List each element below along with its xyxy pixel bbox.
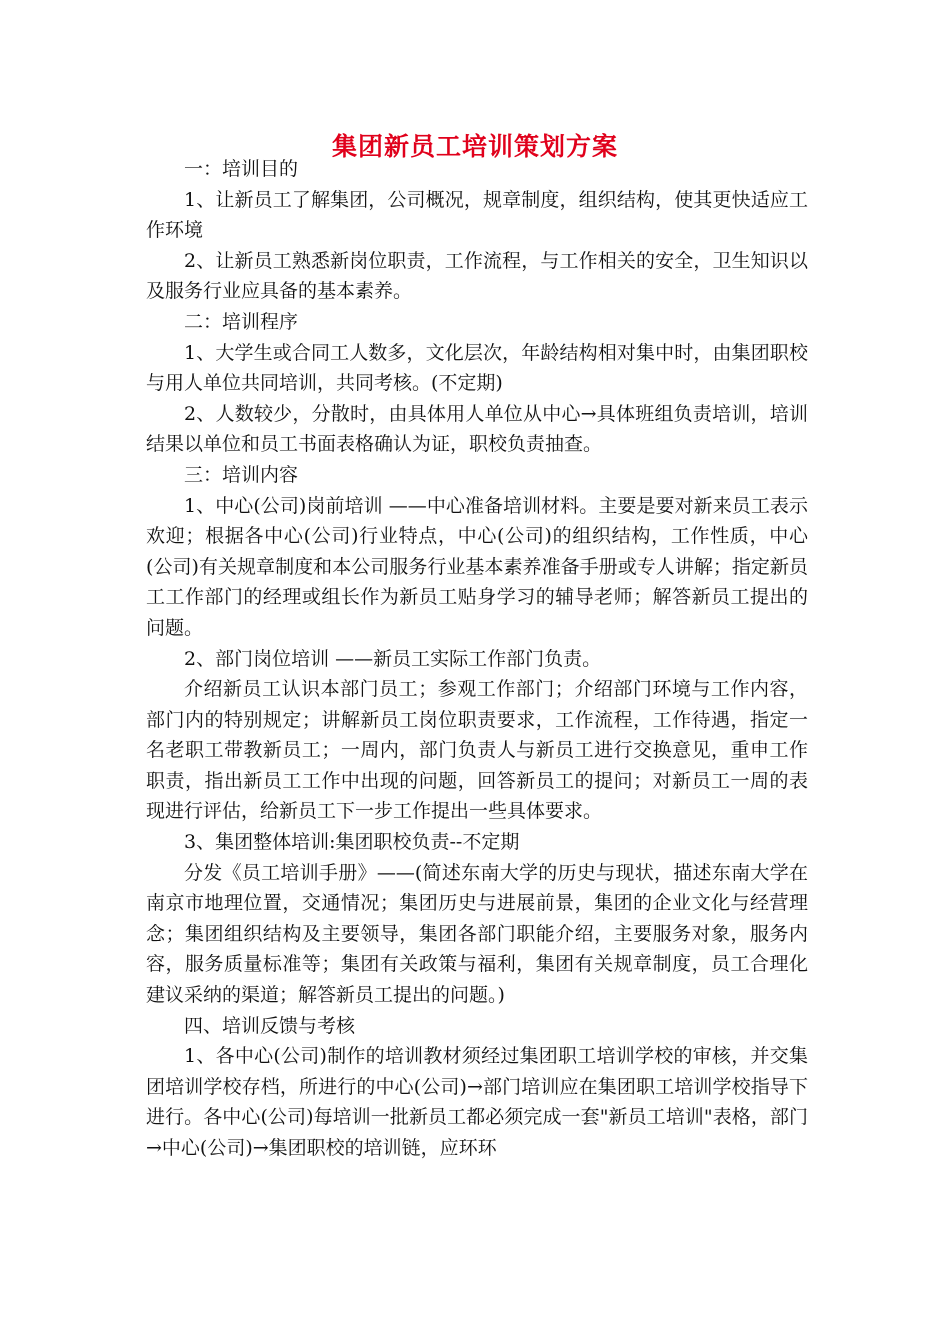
paragraph: 1、中心(公司)岗前培训 ——中心准备培训材料。主要是要对新来员工表示欢迎；根据各中心(公司)行业特点，中心(公司)的组织结构，工作性质，中心(公司)有关规章制度和本公司服务行业基本素养准备手册或专人讲解；指定新员工工作部门的经理或组长作为新员工贴身学习的辅导老师；解答新员工提出的问题。 [146, 494, 808, 639]
paragraph: 1、大学生或合同工人数多，文化层次，年龄结构相对集中时，由集团职校与用人单位共同培训，共同考核。(不定期) [146, 341, 808, 395]
paragraph: 1、让新员工了解集团，公司概况，规章制度，组织结构，使其更快适应工作环境 [146, 188, 808, 242]
document-body [146, 154, 808, 1164]
paragraph: 分发《员工培训手册》——(简述东南大学的历史与现状，描述东南大学在南京市地理位置，交通情况；集团历史与进展前景，集团的企业文化与经营理念；集团组织结构及主要领导，集团各部门职能介绍，主要服务对象，服务内容，服务质量标准等；集团有关政策与福利，集团有关规章制度，员工合理化建议采纳的渠道；解答新员工提出的问题。) [146, 861, 808, 1007]
document-title: 集团新员工培训策划方案 [331, 131, 618, 161]
paragraph: 3、集团整体培训:集团职校负责--不定期 [184, 831, 520, 854]
section-heading-content: 三：培训内容 [184, 463, 299, 486]
paragraph: 1、各中心(公司)制作的培训教材须经过集团职工培训学校的审核，并交集团培训学校存档，所进行的中心(公司)→部门培训应在集团职工培训学校指导下进行。各中心(公司)每培训一批新员工都必须完成一套"新员工培训"表格，部门→中心(公司)→集团职校的培训链，应环环 [146, 1045, 808, 1159]
section-heading-purpose: 一：培训目的 [184, 158, 299, 180]
paragraph: 2、部门岗位培训 ——新员工实际工作部门负责。 [184, 647, 602, 670]
paragraph: 2、人数较少，分散时，由具体用人单位从中心→具体班组负责培训，培训结果以单位和员工书面表格确认为证，职校负责抽查。 [146, 402, 808, 456]
section-heading-feedback: 四、培训反馈与考核 [184, 1014, 356, 1037]
paragraph: 2、让新员工熟悉新岗位职责，工作流程，与工作相关的安全，卫生知识以及服务行业应具备的基本素养。 [146, 249, 808, 303]
section-heading-procedure: 二：培训程序 [184, 310, 299, 333]
paragraph: 介绍新员工认识本部门员工；参观工作部门；介绍部门环境与工作内容，部门内的特别规定；讲解新员工岗位职责要求，工作流程，工作待遇，指定一名老职工带教新员工；一周内，部门负责人与新员工进行交换意见，重申工作职责，指出新员工工作中出现的问题，回答新员工的提问；对新员工一周的表现进行评估，给新员工下一步工作提出一些具体要求。 [146, 678, 808, 823]
